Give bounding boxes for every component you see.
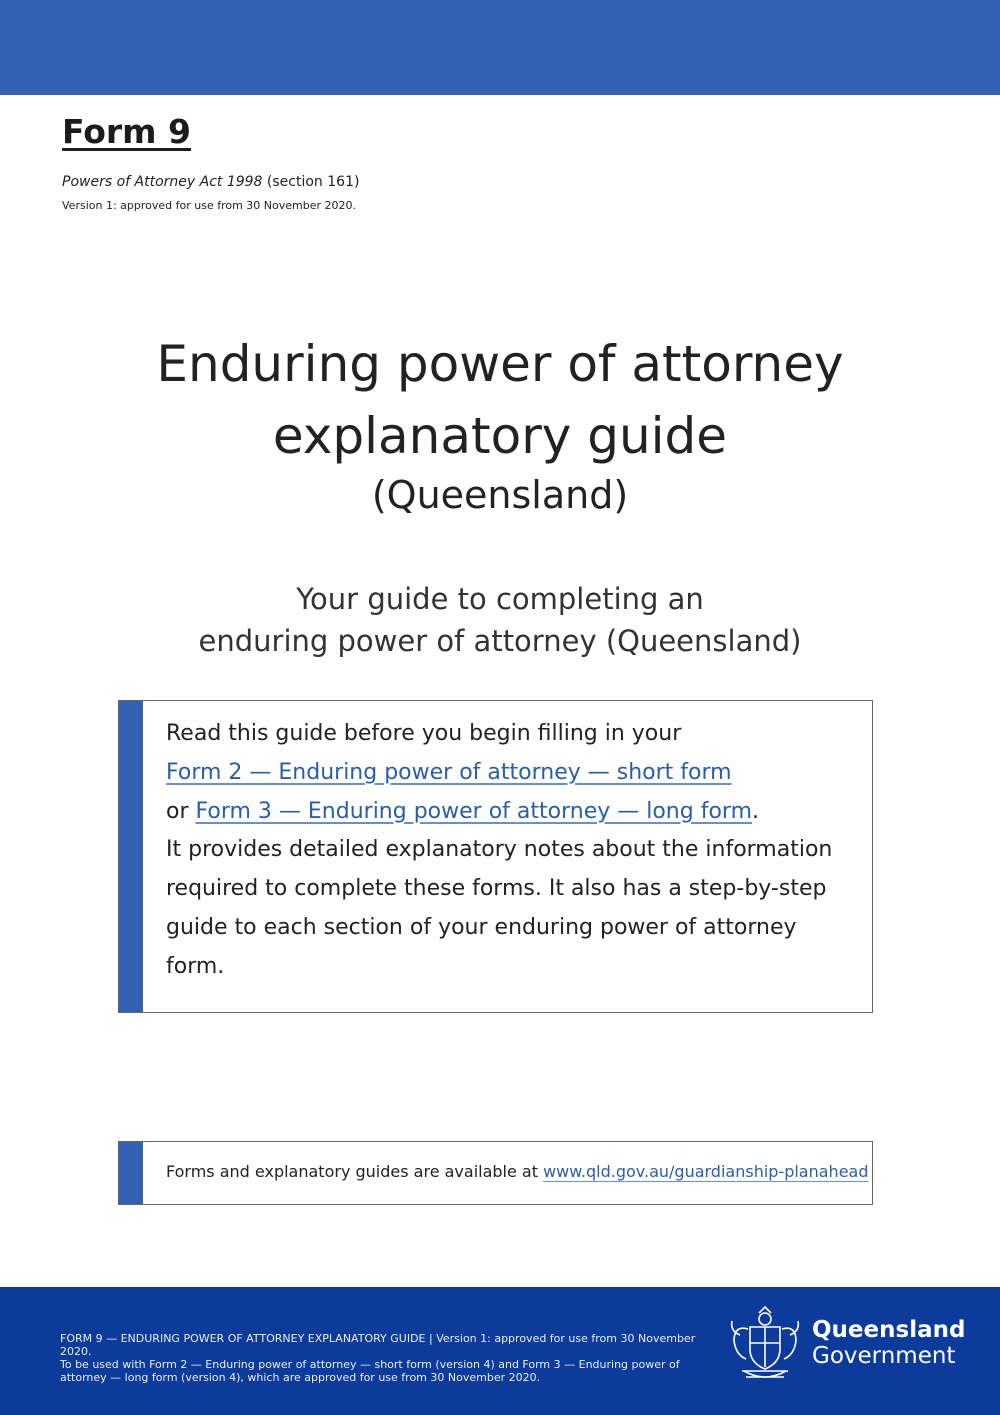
footer-note <box>60 1332 720 1384</box>
callout-period: . <box>752 798 759 824</box>
footer-banner <box>0 1287 1000 1415</box>
notice-text <box>166 1162 869 1181</box>
act-section: (section 161) <box>262 174 360 190</box>
callout-body: It provides detailed explanatory notes about the information required to complete these forms. It also has a step-by-step guide to each section of your enduring power of attorney form. <box>166 837 833 979</box>
notice-accent-bar <box>119 1142 143 1204</box>
act-reference <box>62 174 359 190</box>
queensland-government-logo <box>812 1317 965 1369</box>
availability-notice <box>118 1141 873 1205</box>
guardianship-link[interactable]: www.qld.gov.au/guardianship-planahead <box>543 1162 869 1181</box>
subtitle-line-2: enduring power of attorney (Queensland) <box>198 624 802 658</box>
callout-intro: Read this guide before you begin filling in your <box>166 721 682 746</box>
notice-label: Forms and explanatory guides are available at <box>166 1162 544 1181</box>
callout-text <box>166 715 856 987</box>
footer-line-2: To be used with Form 2 — Enduring power of attorney — short form (version 4) and Form 3 — Enduring power of <box>60 1358 680 1371</box>
callout-or: or <box>166 798 196 824</box>
page-title <box>0 328 1000 472</box>
subtitle-line-1: Your guide to completing an <box>296 582 704 616</box>
form-2-link[interactable]: Form 2 — Enduring power of attorney — short form <box>166 759 732 785</box>
top-banner <box>0 0 1000 95</box>
coat-of-arms-icon <box>728 1305 802 1385</box>
brand-line-1: Queensland <box>812 1317 966 1343</box>
page-title-line-1: Enduring power of attorney <box>156 335 844 393</box>
page-title-line-2: explanatory guide <box>272 407 728 465</box>
version-note: Version 1: approved for use from 30 November 2020. <box>62 199 357 212</box>
form-3-link[interactable]: Form 3 — Enduring power of attorney — long form <box>195 798 752 824</box>
footer-line-1: FORM 9 — ENDURING POWER OF ATTORNEY EXPLANATORY GUIDE | Version 1: approved for use from 30 November 2020. <box>60 1332 696 1358</box>
form-number-title: Form 9 <box>62 112 191 151</box>
brand-line-2: Government <box>812 1343 956 1369</box>
act-name: Powers of Attorney Act 1998 <box>62 174 263 190</box>
callout-accent-bar <box>119 701 143 1012</box>
instruction-callout <box>118 700 873 1013</box>
footer-line-3: attorney — long form (version 4), which are approved for use from 30 November 2020. <box>60 1371 541 1384</box>
page-subtitle <box>0 578 1000 662</box>
page-title-region: (Queensland) <box>371 473 629 517</box>
